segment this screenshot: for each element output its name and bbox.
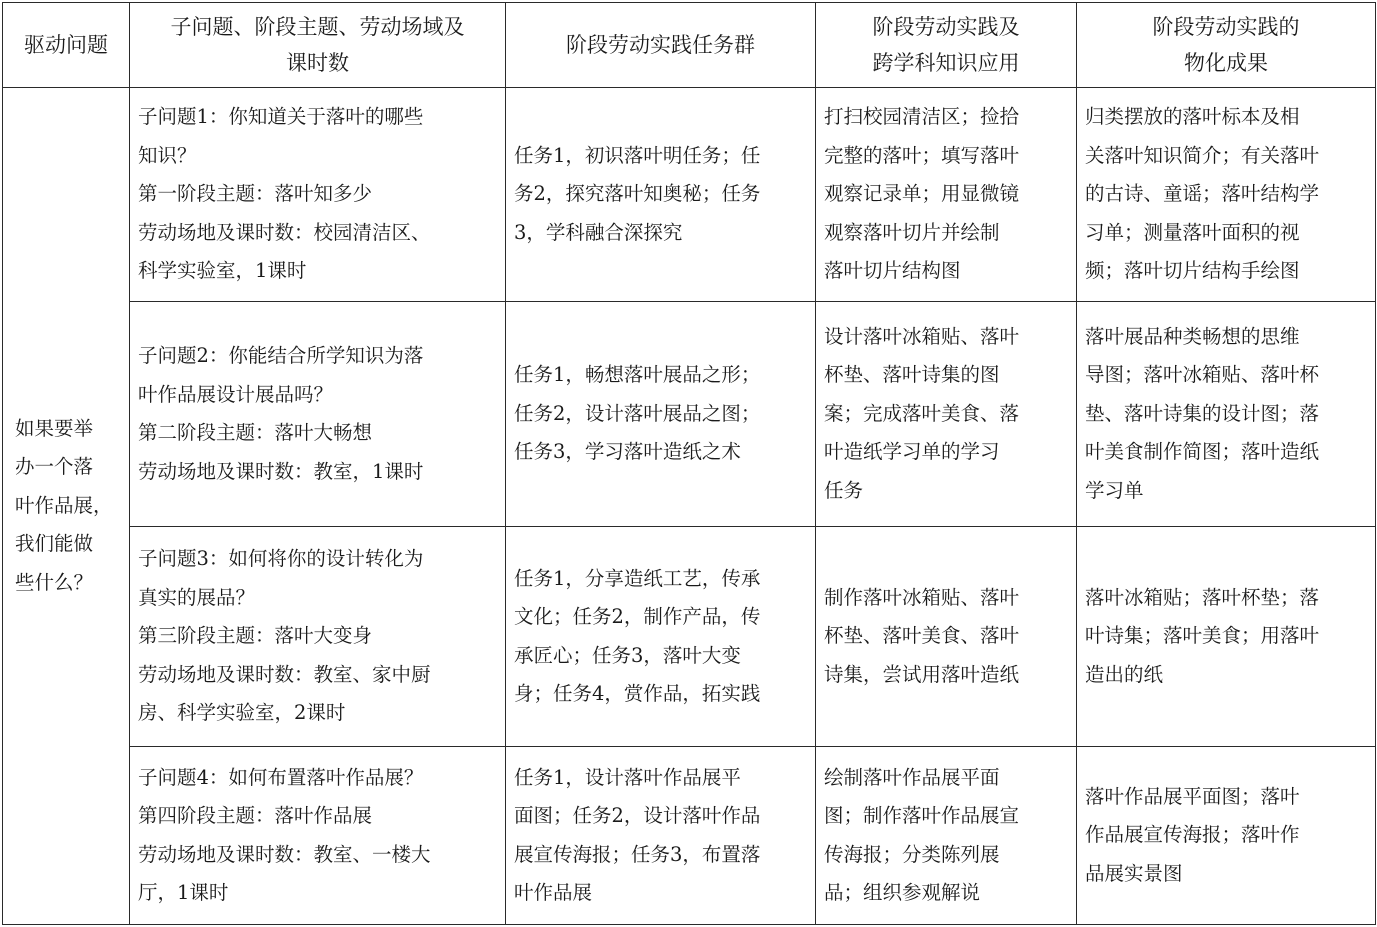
subproblem-cell: 子问题3：如何将你的设计转化为 真实的展品？ 第三阶段主题：落叶大变身 劳动场地及课时数：教室、家中厨 房、科学实验室，2课时 — [130, 527, 506, 747]
subproblem-cell: 子问题4：如何布置落叶作品展？ 第四阶段主题：落叶作品展 劳动场地及课时数：教室、一楼大 厅，1课时 — [130, 747, 506, 925]
header-task-group: 阶段劳动实践任务群 — [506, 3, 816, 88]
table-row — [3, 88, 1376, 302]
subproblem-cell: 子问题1：你知道关于落叶的哪些 知识？ 第一阶段主题：落叶知多少 劳动场地及课时数：校园清洁区、 科学实验室，1课时 — [130, 88, 506, 302]
task-group-cell: 任务1，初识落叶明任务；任 务2，探究落叶知奥秘；任务 3，学科融合深探究 — [506, 88, 816, 302]
practice-cell: 设计落叶冰箱贴、落叶 杯垫、落叶诗集的图 案；完成落叶美食、落 叶造纸学习单的学习 任务 — [816, 302, 1077, 527]
task-group-cell: 任务1，畅想落叶展品之形； 任务2，设计落叶展品之图； 任务3，学习落叶造纸之术 — [506, 302, 816, 527]
practice-cell: 制作落叶冰箱贴、落叶 杯垫、落叶美食、落叶 诗集，尝试用落叶造纸 — [816, 527, 1077, 747]
header-practice: 阶段劳动实践及 跨学科知识应用 — [816, 3, 1077, 88]
header-driver-question: 驱动问题 — [3, 3, 130, 88]
driver-question-cell: 如果要举 办一个落 叶作品展， 我们能做 些什么？ — [3, 88, 130, 925]
results-cell: 落叶冰箱贴；落叶杯垫；落 叶诗集；落叶美食；用落叶 造出的纸 — [1077, 527, 1376, 747]
header-results: 阶段劳动实践的 物化成果 — [1077, 3, 1376, 88]
results-cell: 归类摆放的落叶标本及相 关落叶知识简介；有关落叶 的古诗、童谣；落叶结构学 习单；测量落叶面积的视 频；落叶切片结构手绘图 — [1077, 88, 1376, 302]
practice-cell: 绘制落叶作品展平面 图；制作落叶作品展宣 传海报；分类陈列展 品；组织参观解说 — [816, 747, 1077, 925]
header-subproblem: 子问题、阶段主题、劳动场域及 课时数 — [130, 3, 506, 88]
table-row — [3, 747, 1376, 925]
lesson-plan-table — [2, 2, 1376, 925]
table-row — [3, 527, 1376, 747]
results-cell: 落叶展品种类畅想的思维 导图；落叶冰箱贴、落叶杯 垫、落叶诗集的设计图；落 叶美食制作简图；落叶造纸 学习单 — [1077, 302, 1376, 527]
task-group-cell: 任务1，设计落叶作品展平 面图；任务2，设计落叶作品 展宣传海报；任务3，布置落 叶作品展 — [506, 747, 816, 925]
practice-cell: 打扫校园清洁区；捡拾 完整的落叶；填写落叶 观察记录单；用显微镜 观察落叶切片并绘制 落叶切片结构图 — [816, 88, 1077, 302]
task-group-cell: 任务1，分享造纸工艺，传承 文化；任务2，制作产品，传 承匠心；任务3，落叶大变 身；任务4，赏作品，拓实践 — [506, 527, 816, 747]
table-row — [3, 302, 1376, 527]
header-row — [3, 3, 1376, 88]
results-cell: 落叶作品展平面图；落叶 作品展宣传海报；落叶作 品展实景图 — [1077, 747, 1376, 925]
subproblem-cell: 子问题2：你能结合所学知识为落 叶作品展设计展品吗？ 第二阶段主题：落叶大畅想 劳动场地及课时数：教室，1课时 — [130, 302, 506, 527]
